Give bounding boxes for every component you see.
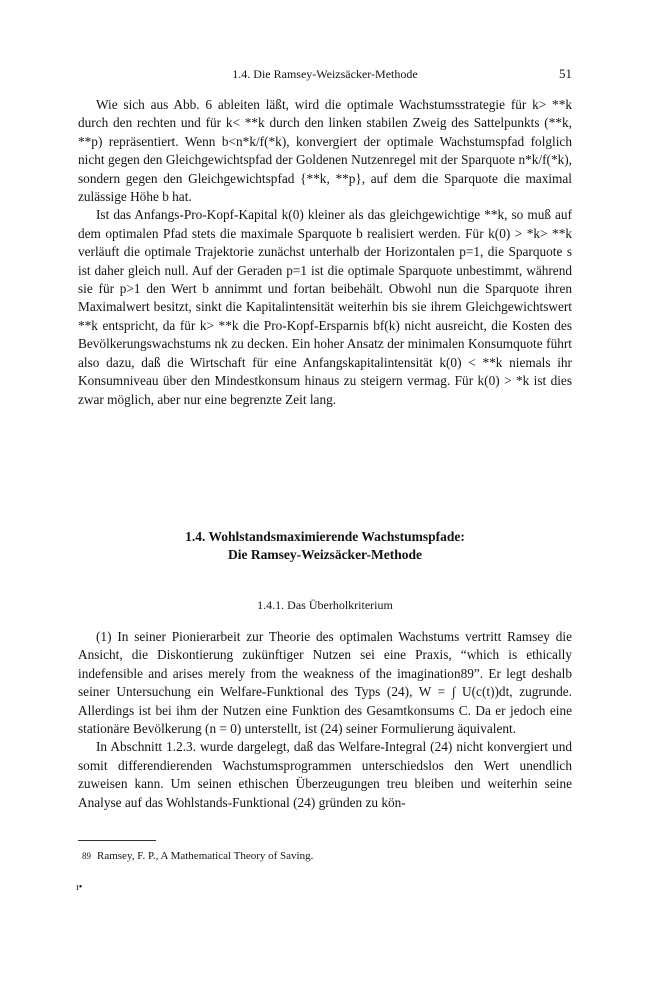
subsection-heading: 1.4.1. Das Überholkriterium — [257, 598, 393, 612]
text-block-top — [78, 96, 572, 409]
paragraph: Wie sich aus Abb. 6 ableiten läßt, wird die optimale Wachstumsstrategie für k> **k durch den rechten und für k< **k durch den linken stabilen Zweig des Sattelpunkts (**k, **p) repräsentiert. Wenn b<n*k/f(*k), konvergiert der optimale Wachstumspfad folglich nicht gegen den Gleichgewichtspfad der Goldenen Nutzenregel mit der Sparquote n*k/f(*k), sondern gegen den Gleichgewichtspfad {**k, **p}, auf dem die Sparquote die maximal zulässige Höhe b hat. — [78, 97, 572, 205]
section-heading-line2: Die Ramsey-Weizsäcker-Methode — [227, 547, 423, 562]
margin-mark: ı• — [76, 882, 83, 893]
text-block-bottom — [78, 628, 572, 812]
running-head-title: 1.4. Die Ramsey-Weizsäcker-Methode — [232, 67, 418, 81]
paragraph: In Abschnitt 1.2.3. wurde dargelegt, daß das Welfare-Integral (24) nicht konvergiert und somit differendierenden Wachstumsprogrammen unterschiedslos den Wert unendlich zuweisen kann. Um seinen ethischen Überzeugungen treu bleiben und weiterhin seine Analyse auf das Wohlstands-Funktional (24) gründen zu kön- — [78, 739, 572, 810]
page-number: 51 — [559, 66, 572, 81]
section-heading-line1: 1.4. Wohlstandsmaximierende Wachstumspfade: — [185, 529, 465, 544]
paragraph: (1) In seiner Pionierarbeit zur Theorie des optimalen Wachstums vertritt Ramsey die Ansicht, die Diskontierung zukünftiger Nutzen sei eine Praxis, “which is ethically indefensible and arises merely from the weakness of the imagination89”. Er legt deshalb seiner Untersuchung ein Welfare-Funktional des Typs (24), W = ∫ U(c(t))dt, zugrunde. Allerdings ist bei ihm der Nutzen eine Funktion des Gesamtkonsums C. Da er jedoch eine stationäre Bevölkerung (n = 0) unterstellt, ist (24) seiner Formulierung äquivalent. — [78, 629, 572, 737]
paragraph: Ist das Anfangs-Pro-Kopf-Kapital k(0) kleiner als das gleichgewichtige **k, so muß auf dem optimalen Pfad stets die maximale Sparquote b realisiert werden. Für k(0) > *k> **k verläuft die optimale Trajektorie zunächst unterhalb der Horizontalen p=1, die Sparquote s ist daher gleich null. Auf der Geraden p=1 ist die optimale Sparquote unbestimmt, während sie für p>1 den Wert b annimmt und fortan beibehält. Obwohl nun die Sparquote ihren Maximalwert besitzt, sinkt die Kapitalintensität weiterhin bis sie ihrem Gleichgewichtswert **k entspricht, da für k> **k die Pro-Kopf-Ersparnis bf(k) nicht ausreicht, die Kosten des Bevölkerungswachstums nk zu decken. Ein hoher Ansatz der minimalen Konsumquote führt also dazu, daß die Wirtschaft für eine Anfangskapitalintensität k(0) < **k niemals ihr Konsumniveau über den Mindestkonsum hinaus zu steigern vermag. Für k(0) > *k ist dies zwar möglich, aber nur eine begrenzte Zeit lang. — [78, 207, 572, 407]
footnote — [82, 848, 313, 864]
footnote-number: 89 — [82, 851, 91, 861]
footnote-text: Ramsey, F. P., A Mathematical Theory of Saving. — [97, 850, 314, 862]
footnote-rule — [78, 840, 156, 841]
section-heading — [78, 528, 572, 564]
